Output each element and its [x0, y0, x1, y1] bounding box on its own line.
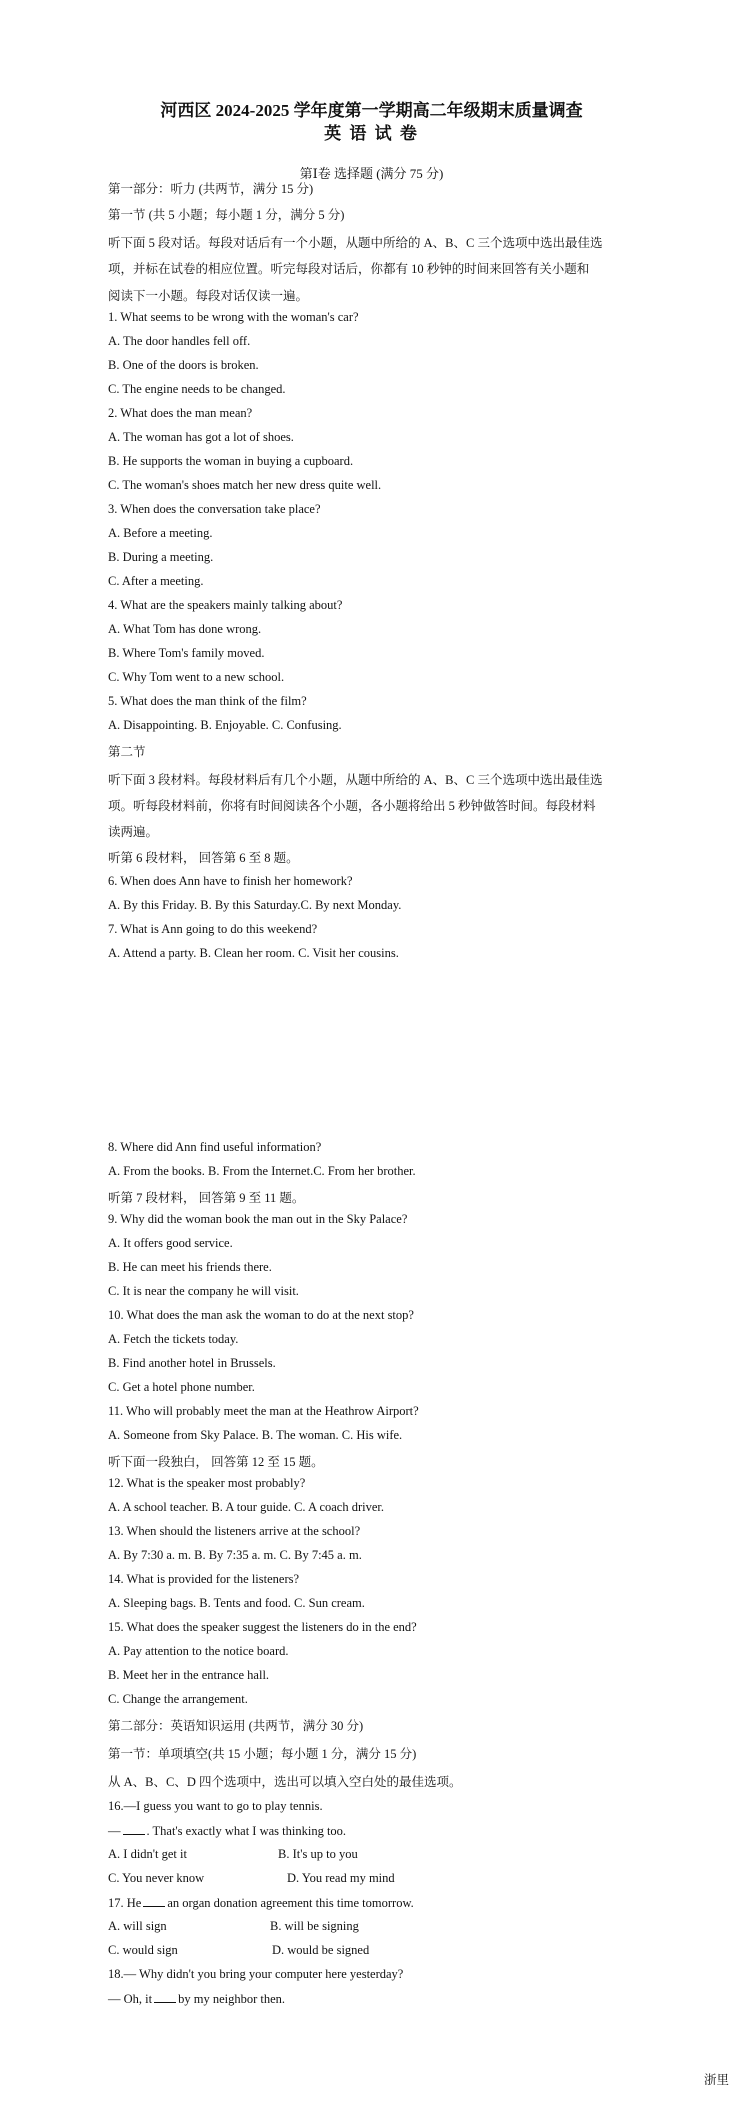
text-line: 3. When does the conversation take place? [108, 502, 321, 516]
answer-blank [123, 1823, 145, 1835]
text-line: 15. What does the speaker suggest the listeners do in the end? [108, 1620, 417, 1634]
text-line: 第一节：单项填空(共 15 小题；每小题 1 分，满分 15 分) [108, 1747, 417, 1761]
q17-question: 17. He an organ donation agreement this time tomorrow. [108, 1896, 414, 1910]
volume-heading: 第Ⅰ卷 选择题 (满分 75 分) [299, 166, 444, 181]
text-line: 9. Why did the woman book the man out in the Sky Palace? [108, 1212, 408, 1226]
text-line: 阅读下一小题。每段对话仅读一遍。 [108, 289, 309, 303]
text-line: 第二部分：英语知识运用 (共两节，满分 30 分) [108, 1719, 364, 1733]
q16-option-d: D. You read my mind [287, 1871, 395, 1885]
text-line: 1. What seems to be wrong with the woman's car? [108, 310, 359, 324]
text-line: A. Fetch the tickets today. [108, 1332, 239, 1346]
q16-option-b: B. It's up to you [278, 1847, 358, 1861]
text-line: B. Where Tom's family moved. [108, 646, 265, 660]
text-line: B. He supports the woman in buying a cupboard. [108, 454, 354, 468]
text-line: 13. When should the listeners arrive at the school? [108, 1524, 361, 1538]
text-line: B. Find another hotel in Brussels. [108, 1356, 276, 1370]
answer-blank [154, 1991, 176, 2003]
answer-blank [143, 1895, 165, 1907]
text-line: 14. What is provided for the listeners? [108, 1572, 300, 1586]
text-line: B. He can meet his friends there. [108, 1260, 272, 1274]
text-line: 从 A、B、C、D 四个选项中，选出可以填入空白处的最佳选项。 [108, 1775, 462, 1789]
text-line: A. Before a meeting. [108, 526, 213, 540]
text-line: 11. Who will probably meet the man at the Heathrow Airport? [108, 1404, 419, 1418]
text-line: 7. What is Ann going to do this weekend? [108, 922, 318, 936]
text-line: A. What Tom has done wrong. [108, 622, 262, 636]
text-line: C. Change the arrangement. [108, 1692, 248, 1706]
text-line: 听第 6 段材料， 回答第 6 至 8 题。 [108, 851, 299, 865]
q17-option-a: A. will sign [108, 1919, 167, 1933]
text-line: B. During a meeting. [108, 550, 214, 564]
text-line: A. Attend a party. B. Clean her room. C. Visit her cousins. [108, 946, 399, 960]
q16-option-c: C. You never know [108, 1871, 205, 1885]
q16-option-a: A. I didn't get it [108, 1847, 187, 1861]
q17-option-b: B. will be signing [270, 1919, 359, 1933]
text-line: C. After a meeting. [108, 574, 204, 588]
text-line: A. Sleeping bags. B. Tents and food. C. Sun cream. [108, 1596, 365, 1610]
exam-title: 河西区 2024-2025 学年度第一学期高二年级期末质量调查 [160, 101, 583, 120]
text-line: A. The woman has got a lot of shoes. [108, 430, 294, 444]
q18-question: 18.— Why didn't you bring your computer here yesterday? [108, 1967, 404, 1981]
text-line: 第一节 (共 5 小题；每小题 1 分，满分 5 分) [108, 208, 345, 222]
q17-option-d: D. would be signed [272, 1943, 370, 1957]
text-line: 听下面 5 段对话。每段对话后有一个小题，从题中所给的 A、B、C 三个选项中选出最佳选 [108, 236, 603, 250]
text-line: 听下面一段独白， 回答第 12 至 15 题。 [108, 1455, 324, 1469]
q16-reply: — . That's exactly what I was thinking too. [108, 1824, 347, 1838]
text-line: 读两遍。 [108, 825, 159, 839]
text-line: 5. What does the man think of the film? [108, 694, 307, 708]
text-line: 项。听每段材料前，你将有时间阅读各个小题，各小题将给出 5 秒钟做答时间。每段材料 [108, 799, 596, 813]
text-line: 2. What does the man mean? [108, 406, 253, 420]
text-line: A. By 7:30 a. m. B. By 7:35 a. m. C. By 7:45 a. m. [108, 1548, 362, 1562]
text-line: A. By this Friday. B. By this Saturday.C. By next Monday. [108, 898, 402, 912]
text-line: 12. What is the speaker most probably? [108, 1476, 306, 1490]
text-line: A. A school teacher. B. A tour guide. C. A coach driver. [108, 1500, 385, 1514]
text-line: 4. What are the speakers mainly talking about? [108, 598, 343, 612]
text-line: A. Someone from Sky Palace. B. The woman. C. His wife. [108, 1428, 403, 1442]
text-line: A. Pay attention to the notice board. [108, 1644, 289, 1658]
text-line: 听第 7 段材料， 回答第 9 至 11 题。 [108, 1191, 305, 1205]
exam-subject: 英 语 试 卷 [324, 124, 419, 143]
text-line: 6. When does Ann have to finish her homework? [108, 874, 353, 888]
text-line: C. It is near the company he will visit. [108, 1284, 299, 1298]
text-line: A. It offers good service. [108, 1236, 233, 1250]
text-line: C. The woman's shoes match her new dress quite well. [108, 478, 382, 492]
text-line: B. Meet her in the entrance hall. [108, 1668, 270, 1682]
text-line: B. One of the doors is broken. [108, 358, 259, 372]
text-line: 听下面 3 段材料。每段材料后有几个小题，从题中所给的 A、B、C 三个选项中选出最佳选 [108, 773, 603, 787]
text-line: 16.—I guess you want to go to play tennis. [108, 1799, 323, 1813]
text-line: 8. Where did Ann find useful information? [108, 1140, 322, 1154]
text-line: C. Why Tom went to a new school. [108, 670, 285, 684]
q18-reply: — Oh, it by my neighbor then. [108, 1992, 286, 2006]
text-line: 项，并标在试卷的相应位置。听完每段对话后，你都有 10 秒钟的时间来回答有关小题和 [108, 262, 590, 276]
text-line: A. The door handles fell off. [108, 334, 251, 348]
q17-option-c: C. would sign [108, 1943, 178, 1957]
text-line: C. Get a hotel phone number. [108, 1380, 255, 1394]
text-line: A. From the books. B. From the Internet.C. From her brother. [108, 1164, 416, 1178]
text-line: 10. What does the man ask the woman to do at the next stop? [108, 1308, 414, 1322]
text-line: 第二节 [108, 745, 146, 759]
text-line: C. The engine needs to be changed. [108, 382, 286, 396]
text-line: 第一部分：听力 (共两节，满分 15 分) [108, 182, 314, 196]
footer-mark: 浙里 [703, 2073, 729, 2087]
text-line: A. Disappointing. B. Enjoyable. C. Confusing. [108, 718, 342, 732]
